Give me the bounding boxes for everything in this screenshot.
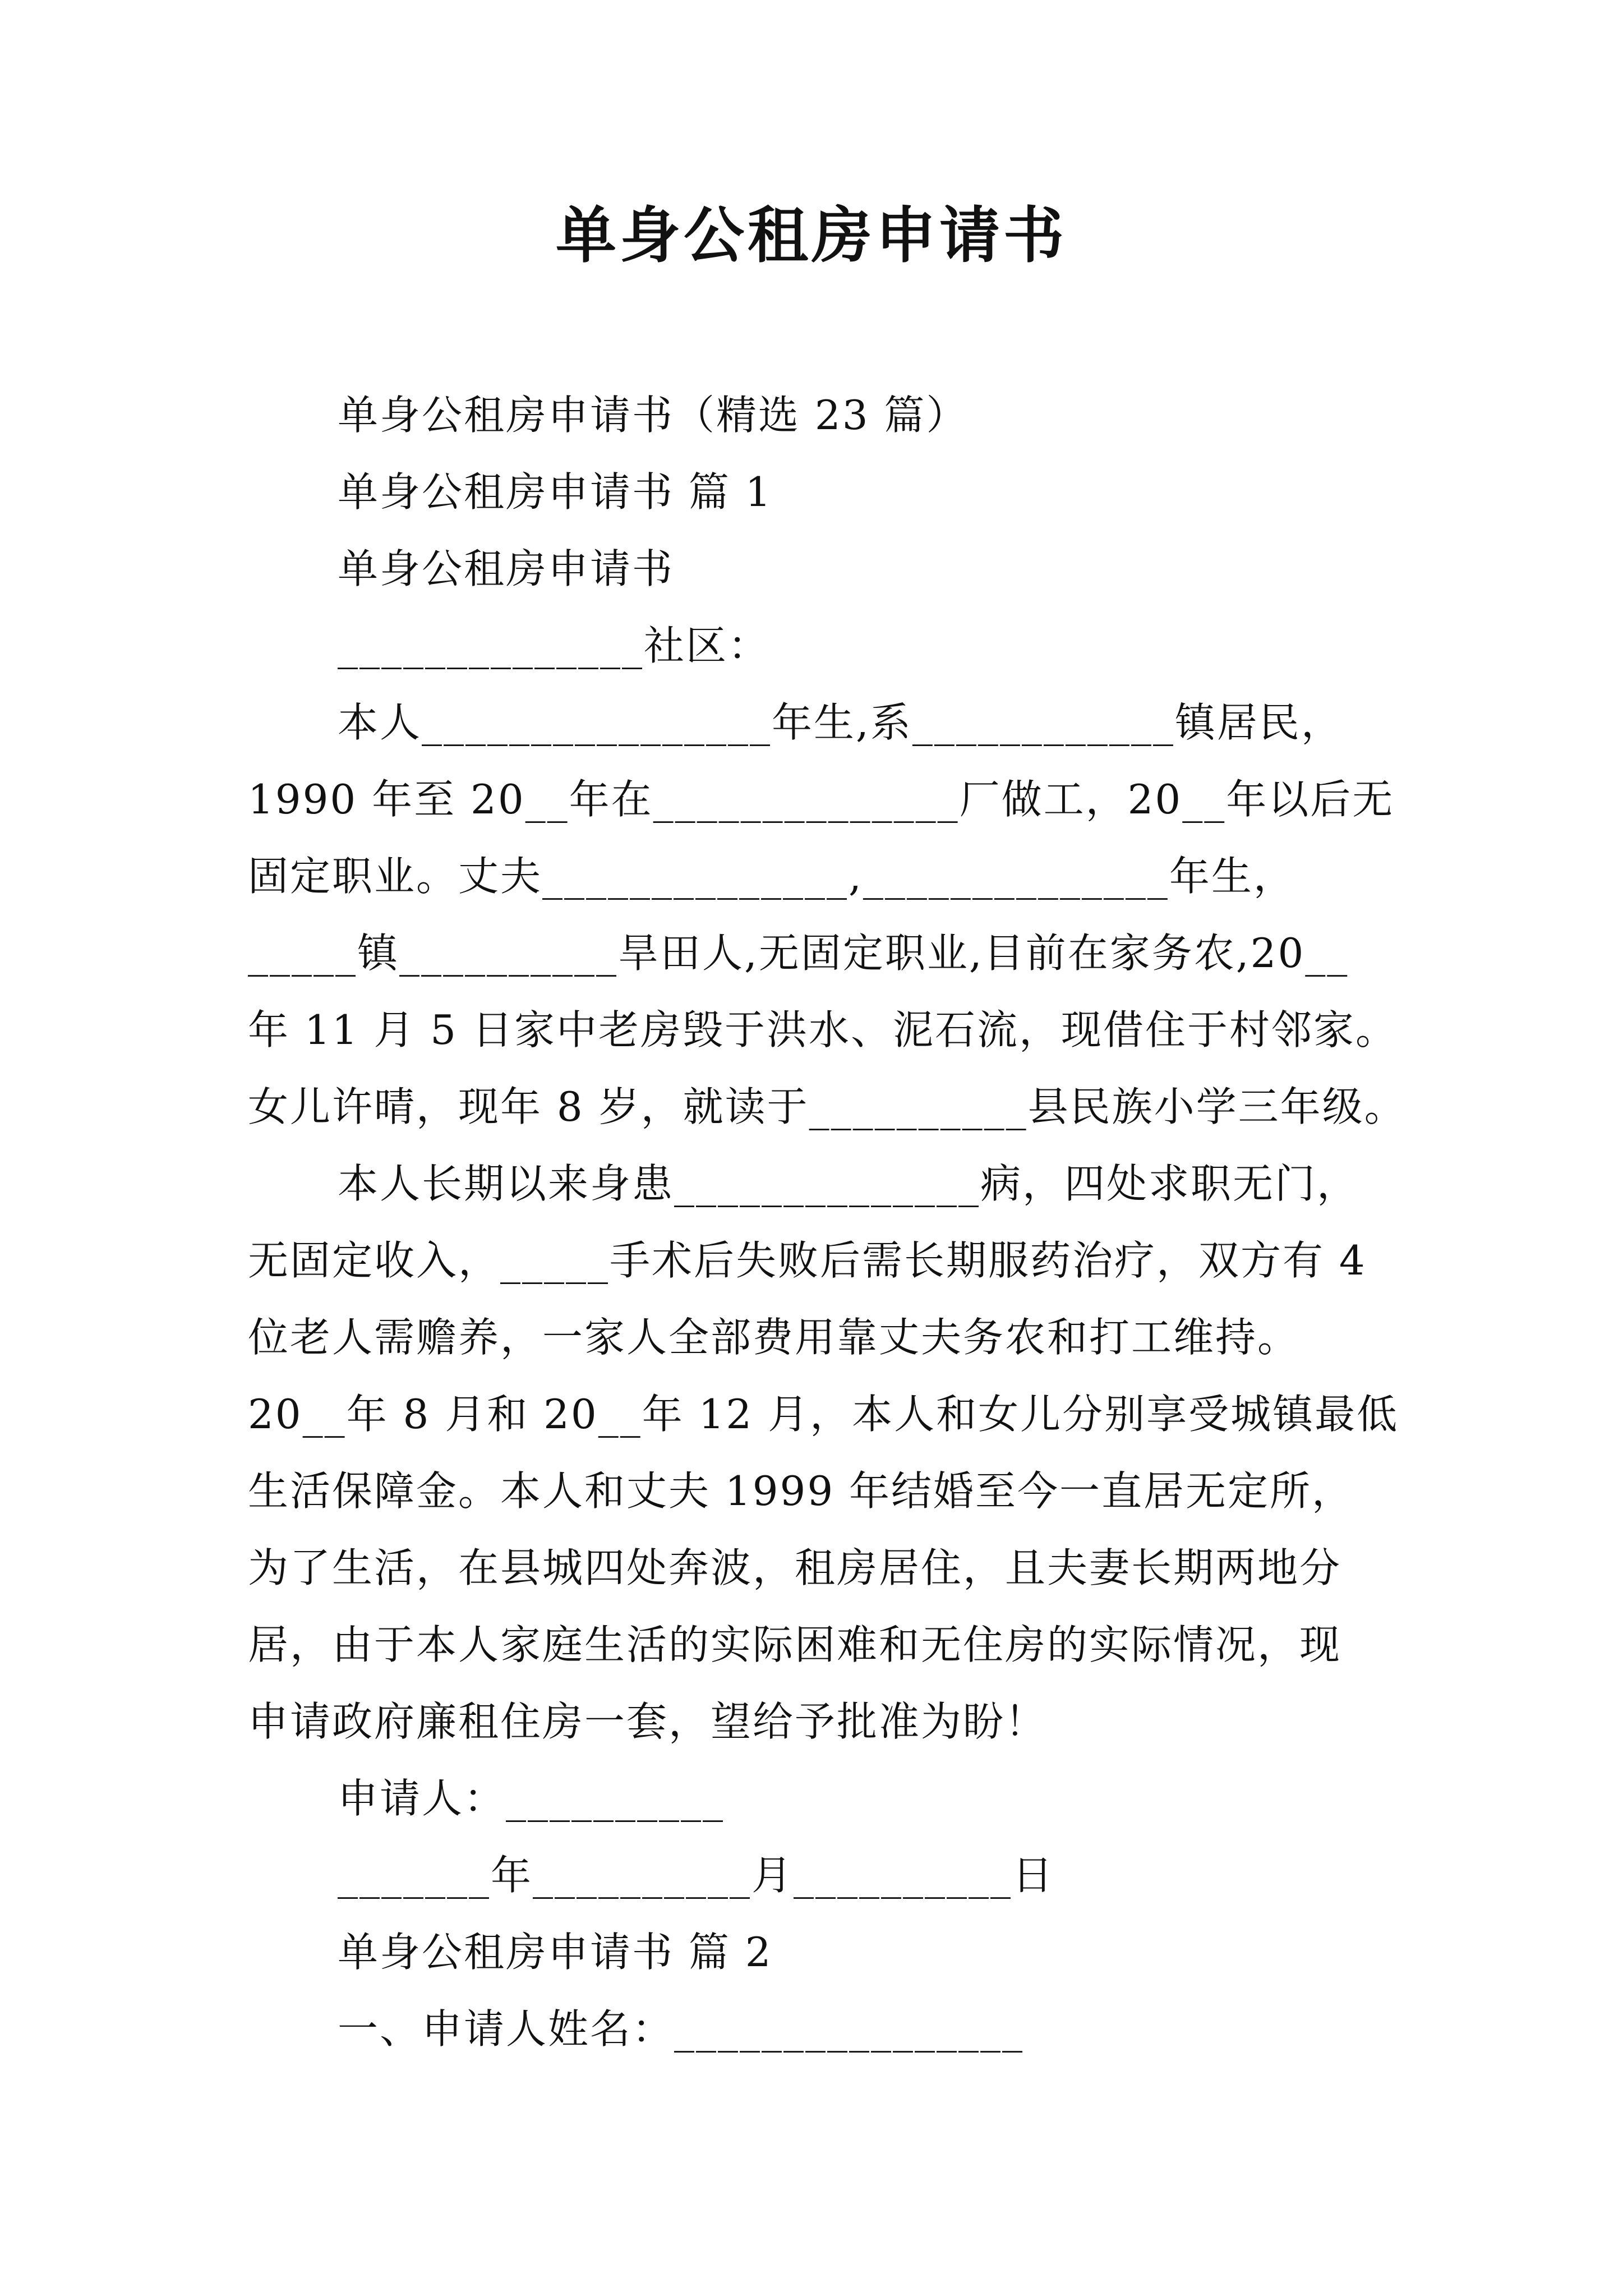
body-line: 无固定收入，_____手术后失败后需长期服药治疗，双方有 4 xyxy=(248,1237,1367,1284)
body-line: 本人________________年生,系____________镇居民， xyxy=(338,699,1343,746)
body-line: 居，由于本人家庭生活的实际困难和无住房的实际情况，现 xyxy=(248,1621,1342,1668)
body-line: 本人长期以来身患______________病，四处求职无门， xyxy=(338,1160,1359,1207)
body-line: 固定职业。丈夫______________,______________年生， xyxy=(248,853,1295,900)
body-line: 年 11 月 5 日家中老房毁于洪水、泥石流，现借住于村邻家。 xyxy=(248,1006,1398,1053)
body-line: 申请政府廉租住房一套，望给予批准为盼！ xyxy=(248,1698,1048,1745)
applicant-name-line: 一、申请人姓名：________________ xyxy=(338,2005,1025,2053)
salutation-line: ______________社区： xyxy=(338,622,771,669)
letter-title: 单身公租房申请书 xyxy=(338,545,675,592)
body-line: _____镇__________旱田人,无固定职业,目前在家务农,20__ xyxy=(248,930,1349,977)
section-heading-1: 单身公租房申请书 篇 1 xyxy=(338,468,773,516)
body-line: 女儿许晴，现年 8 岁，就读于__________县民族小学三年级。 xyxy=(248,1083,1407,1130)
body-line: 位老人需赡养，一家人全部费用靠丈夫务农和打工维持。 xyxy=(248,1314,1300,1361)
body-line: 生活保障金。本人和丈夫 1999 年结婚至今一直居无定所， xyxy=(248,1467,1354,1515)
body-line: 20__年 8 月和 20__年 12 月，本人和女儿分别享受城镇最低 xyxy=(248,1391,1399,1438)
document-title: 单身公租房申请书 xyxy=(555,200,1067,271)
section-heading-2: 单身公租房申请书 篇 2 xyxy=(338,1929,773,1976)
document-body xyxy=(248,377,1409,2068)
body-line: 1990 年至 20__年在______________厂做工，20__年以后无 xyxy=(248,776,1395,823)
body-line: 为了生活，在县城四处奔波，租房居住，且夫妻长期两地分 xyxy=(248,1544,1342,1591)
applicant-signature-line: 申请人：__________ xyxy=(338,1775,725,1822)
date-line: _______年__________月__________日 xyxy=(338,1852,1054,1899)
subtitle-line: 单身公租房申请书（精选 23 篇） xyxy=(338,392,969,439)
